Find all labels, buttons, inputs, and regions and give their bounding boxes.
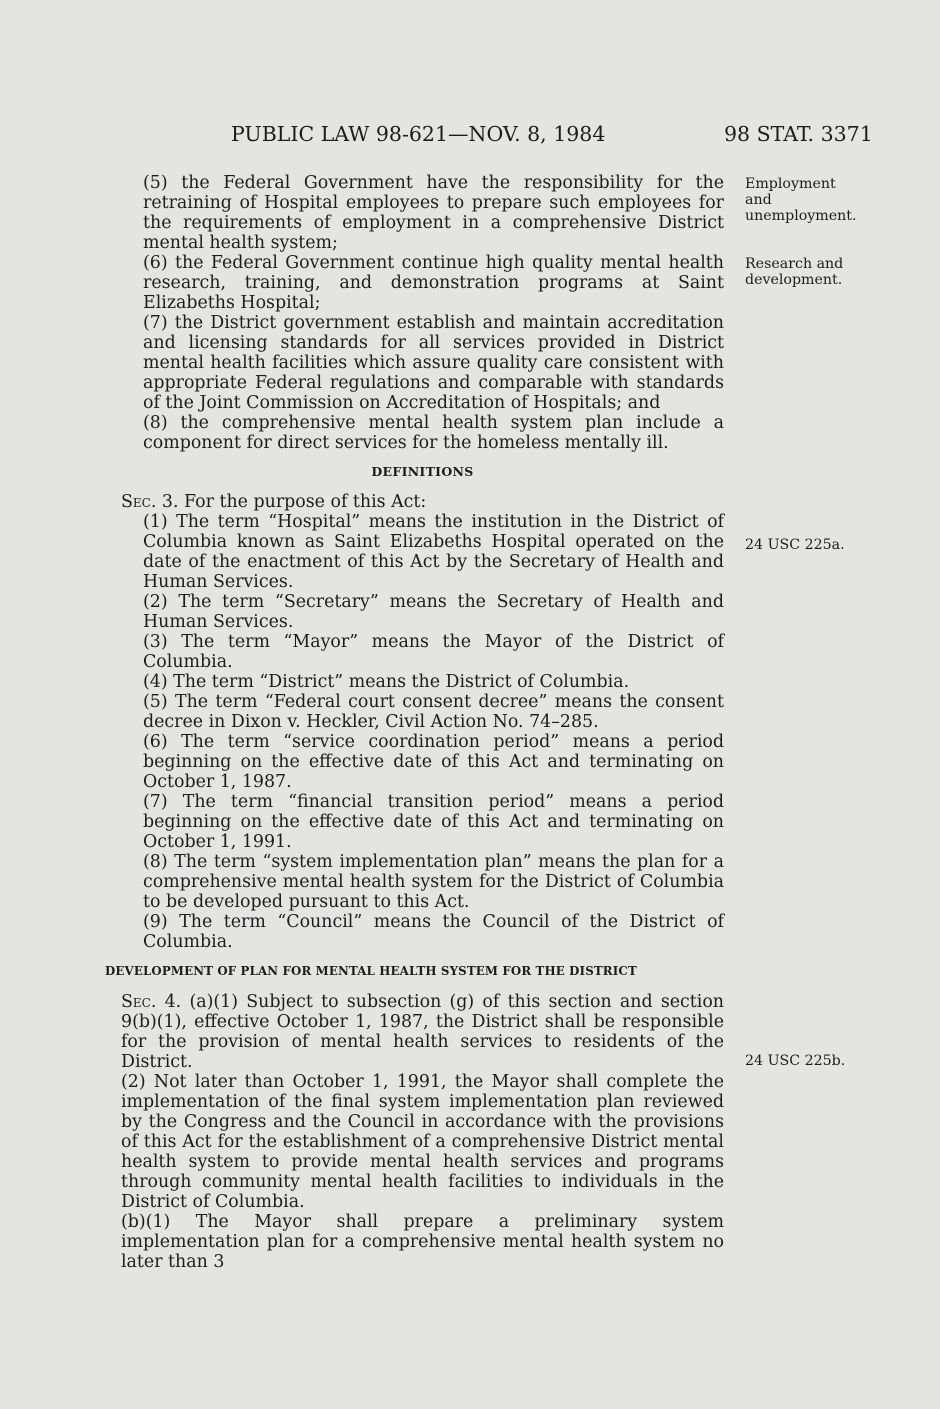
statute-body (105, 173, 724, 1272)
section-4-a2: (2) Not later than October 1, 1991, the Mayor shall complete the implementation of the final system implementation plan reviewed by the Congress and the Council in accordance with the provisions of this Act for the establishment of a comprehensive District mental health system to provide mental health services and programs through community mental health facilities to individuals in the District of Columbia. (121, 1072, 724, 1212)
definition-1: (1) The term “Hospital” means the institution in the District of Columbia known as Saint Elizabeths Hospital operated on the date of the enactment of this Act by the Secretary of Health and Human Services. (143, 512, 724, 592)
section-3-intro: Sec. 3. For the purpose of this Act: (121, 492, 427, 512)
definition-6: (6) The term “service coordination period” means a period beginning on the effective date of this Act and terminating on October 1, 1987. (143, 732, 724, 792)
finding-item-5: (5) the Federal Government have the responsibility for the retraining of Hospital employees to prepare such employees for the requirements of employment in a comprehensive District mental health system; (143, 173, 724, 253)
section-4-b1: (b)(1) The Mayor shall prepare a preliminary system implementation plan for a comprehensive mental health system no later than 3 (121, 1212, 724, 1272)
margin-note-research: Research and development. (745, 256, 844, 288)
section-heading-definitions: DEFINITIONS (371, 464, 474, 479)
margin-note-employment: Employment and unemployment. (745, 176, 857, 224)
definition-9: (9) The term “Council” means the Council of the District of Columbia. (143, 912, 724, 952)
statute-page-number: 98 STAT. 3371 (724, 122, 873, 146)
definition-4: (4) The term “District” means the District of Columbia. (143, 672, 630, 692)
margin-note-usc-225a: 24 USC 225a. (745, 537, 845, 553)
definition-8: (8) The term “system implementation plan” means the plan for a comprehensive mental health system for the District of Columbia to be developed pursuant to this Act. (143, 852, 724, 912)
finding-item-6: (6) the Federal Government continue high quality mental health research, training, and demonstration programs at Saint Elizabeths Hospital; (143, 253, 724, 313)
definition-2: (2) The term “Secretary” means the Secretary of Health and Human Services. (143, 592, 724, 632)
definition-5: (5) The term “Federal court consent decree” means the consent decree in Dixon v. Heckler, Civil Action No. 74–285. (143, 692, 724, 732)
section-4-a1: Sec. 4. (a)(1) Subject to subsection (g) of this section and section 9(b)(1), effective October 1, 1987, the District shall be responsible for the provision of mental health services to residents of the District. (121, 992, 724, 1072)
running-header: PUBLIC LAW 98-621—NOV. 8, 1984 (231, 122, 606, 146)
finding-item-7: (7) the District government establish and maintain accreditation and licensing standards for all services provided in District mental health facilities which assure quality care consistent with appropriate Federal regulations and comparable with standards of the Joint Commission on Accreditation of Hospitals; and (143, 313, 724, 413)
definition-3: (3) The term “Mayor” means the Mayor of the District of Columbia. (143, 632, 724, 672)
section-heading-development: DEVELOPMENT OF PLAN FOR MENTAL HEALTH SYSTEM FOR THE DISTRICT (105, 964, 637, 978)
finding-item-8: (8) the comprehensive mental health system plan include a component for direct services for the homeless mentally ill. (143, 413, 724, 453)
margin-note-usc-225b: 24 USC 225b. (745, 1053, 846, 1069)
definition-7: (7) The term “financial transition period” means a period beginning on the effective date of this Act and terminating on October 1, 1991. (143, 792, 724, 852)
